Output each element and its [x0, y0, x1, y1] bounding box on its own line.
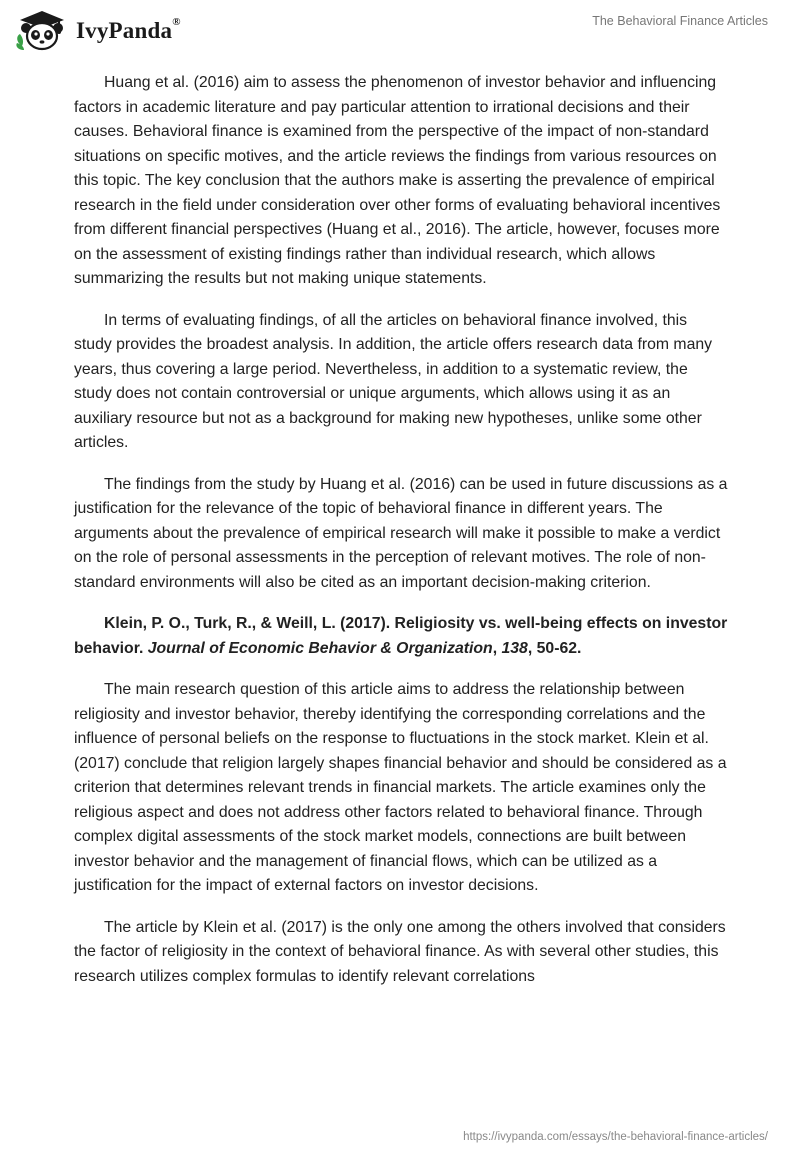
document-title: The Behavioral Finance Articles — [592, 14, 768, 28]
journal-volume: 138 — [501, 639, 528, 657]
brand-name: IvyPanda® — [76, 16, 181, 43]
source-url-link[interactable]: https://ivypanda.com/essays/the-behavioral-finance-articles/ — [463, 1131, 768, 1143]
reference-citation: Klein, P. O., Turk, R., & Weill, L. (2017). Religiosity vs. well-being effects on investor behavior. Journal of Economic Behavior & Organization, 138, 50-62. — [74, 615, 728, 657]
journal-name: Journal of Economic Behavior & Organization — [147, 639, 493, 657]
paragraph: The article by Klein et al. (2017) is the only one among the others involved that considers the factor of religiosity in the context of behavioral finance. As with several other studies, this research utilizes complex formulas to identify relevant correlations — [74, 918, 726, 985]
ivypanda-logo[interactable] — [14, 8, 181, 54]
panda-graduate-icon — [14, 8, 70, 54]
paragraph: Huang et al. (2016) aim to assess the phenomenon of investor behavior and influencing factors in academic literature and pay particular attention to irrational decisions and their causes. Behavioral finance is examined from the perspective of the impact of non-standard situations on specific motives, and the article reviews the findings from various resources on this topic. The key conclusion that the authors make is asserting the prevalence of empirical research in the field under consideration over other forms of evaluating behavioral incentives from different financial perspectives (Huang et al., 2016). The article, however, focuses more on the assessment of existing findings rather than individual research, which allows summarizing the results but not making unique statements. — [74, 74, 721, 287]
paragraph: In terms of evaluating findings, of all the articles on behavioral finance involved, this study provides the broadest analysis. In addition, the article offers research data from many years, thus covering a large period. Nevertheless, in addition to a systematic review, the study does not contain controversial or unique arguments, which allows using it as an auxiliary resource but not as a background for making new hypotheses, unlike some other articles. — [74, 311, 713, 451]
page-header — [0, 0, 800, 60]
paragraph: The findings from the study by Huang et al. (2016) can be used in future discussions as a justification for the relevance of the topic of behavioral finance in different years. The arguments about the prevalence of empirical research will make it possible to make a verdict on the role of personal assessments in the perception of relevant motives. The role of non-standard environments will also be cited as an important decision-making criterion. — [74, 475, 728, 591]
essay-body — [74, 71, 728, 1006]
paragraph: The main research question of this article aims to address the relationship between religiosity and investor behavior, thereby identifying the corresponding correlations and the influence of personal beliefs on the response to fluctuations in the stock market. Klein et al. (2017) conclude that religion largely shapes financial behavior and should be considered as a criterion that determines relevant trends in financial markets. The article examines only the religious aspect and does not address other factors related to behavioral finance. Through complex digital assessments of the stock market models, connections are built between investor behavior and the management of financial flows, which can be utilized as a justification for the impact of external factors on investor decisions. — [74, 681, 727, 894]
